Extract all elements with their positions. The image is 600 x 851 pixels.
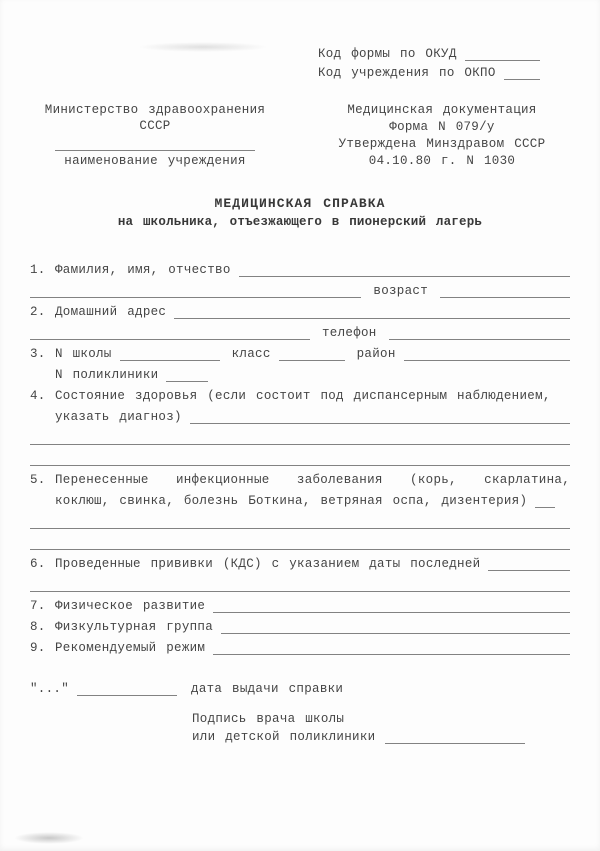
diagnosis-extra-line-1 xyxy=(30,444,570,445)
diseases-extra-line-2 xyxy=(30,549,570,550)
item-9-number: 9. xyxy=(30,641,46,655)
blank-line-row xyxy=(30,426,570,447)
item-3-row xyxy=(30,342,570,363)
item-9-row xyxy=(30,636,570,657)
item-3-cont-row xyxy=(30,363,570,384)
signature-caption-row-2 xyxy=(192,728,570,746)
doc-type-label: Медицинская документация xyxy=(347,103,537,117)
item-7-row xyxy=(30,594,570,615)
phone-line xyxy=(389,339,570,340)
item-1-cont-row xyxy=(30,279,570,300)
form-subtitle: на школьника, отъезжающего в пионерский лагерь xyxy=(117,215,483,229)
issuer-block xyxy=(30,102,280,170)
form-number: Форма N 079/у xyxy=(389,120,495,134)
item-2-row xyxy=(30,300,570,321)
item-6-number: 6. xyxy=(30,557,46,571)
diseases-extra-line-1 xyxy=(30,528,570,529)
class-label: класс xyxy=(231,347,271,361)
address-line-cont xyxy=(30,339,310,340)
form-body xyxy=(30,258,570,657)
item-9-label: Рекомендуемый режим xyxy=(55,641,206,655)
institution-code-label: Код учреждения по ОКПО xyxy=(318,66,496,80)
item-4-label-line1: Состояние здоровья (если состоит под диспансерным наблюдением, xyxy=(55,389,551,403)
signature-caption-row-1 xyxy=(192,710,570,728)
issue-date-label: дата выдачи справки xyxy=(191,682,344,696)
phone-label: телефон xyxy=(322,326,377,340)
signature-block xyxy=(192,710,570,746)
item-5-cont-row xyxy=(30,489,570,510)
clinic-number-label: N поликлиники xyxy=(55,368,159,382)
form-code-line xyxy=(465,60,540,61)
item-5-label-line2: коклюш, свинка, болезнь Боткина, ветряная оспа, дизентерия) xyxy=(55,494,528,508)
item-1-label: Фамилия, имя, отчество xyxy=(55,263,231,277)
class-line xyxy=(279,360,345,361)
district-line xyxy=(404,360,570,361)
item-4-row xyxy=(30,384,570,405)
header xyxy=(0,102,600,170)
issue-date-row xyxy=(30,677,570,698)
item-1-row xyxy=(30,258,570,279)
blank-line-row xyxy=(30,447,570,468)
vaccination-extra-line xyxy=(30,591,570,592)
item-1-number: 1. xyxy=(30,263,46,277)
item-8-number: 8. xyxy=(30,620,46,634)
item-7-number: 7. xyxy=(30,599,46,613)
item-5-row xyxy=(30,468,570,489)
blank-line-row xyxy=(30,531,570,552)
item-8-label: Физкультурная группа xyxy=(55,620,214,634)
institution-name-caption: наименование учреждения xyxy=(64,154,246,168)
form-code-row xyxy=(318,44,540,63)
item-7-label: Физическое развитие xyxy=(55,599,206,613)
issue-date-line xyxy=(77,695,177,696)
item-3-number: 3. xyxy=(30,347,46,361)
address-line xyxy=(174,318,570,319)
institution-code-row xyxy=(318,63,540,82)
clinic-number-line xyxy=(166,381,208,382)
age-label: возраст xyxy=(373,284,428,298)
pe-group-line xyxy=(221,633,570,634)
issue-date-block xyxy=(30,677,570,698)
codes-block xyxy=(318,0,540,82)
physical-development-line xyxy=(213,612,570,613)
item-2-label: Домашний адрес xyxy=(55,305,167,319)
blank-line-row xyxy=(30,510,570,531)
ministry-country: СССР xyxy=(139,119,171,133)
item-8-row xyxy=(30,615,570,636)
item-4-label-line2: указать диагноз) xyxy=(55,410,182,424)
item-6-label: Проведенные прививки (КДС) с указанием даты последней xyxy=(55,557,481,571)
doctor-signature-caption-1: Подпись врача школы xyxy=(192,712,345,726)
date-quote: "..." xyxy=(30,682,70,696)
form-title: МЕДИЦИНСКАЯ СПРАВКА xyxy=(214,196,386,211)
scan-artifact xyxy=(138,42,268,52)
item-4-cont-row xyxy=(30,405,570,426)
blank-line-row xyxy=(30,573,570,594)
approved-by: Утверждена Минздравом СССР xyxy=(338,137,546,151)
item-6-row xyxy=(30,552,570,573)
regimen-line xyxy=(213,654,570,655)
fullname-line-cont xyxy=(30,297,361,298)
item-5-label-line1: Перенесенные инфекционные заболевания (корь, скарлатина, xyxy=(55,473,570,487)
diagnosis-extra-line-2 xyxy=(30,465,570,466)
title-block xyxy=(0,194,600,232)
doctor-signature-caption-2: или детской поликлиники xyxy=(192,730,376,744)
institution-code-line xyxy=(504,79,540,80)
item-4-number: 4. xyxy=(30,389,46,403)
doc-info-block xyxy=(314,102,570,170)
form-code-label: Код формы по ОКУД xyxy=(318,47,457,61)
scan-artifact xyxy=(14,832,84,844)
age-line xyxy=(440,297,570,298)
item-5-number: 5. xyxy=(30,473,46,487)
school-number-label: N школы xyxy=(55,347,112,361)
district-label: район xyxy=(356,347,396,361)
school-number-line xyxy=(120,360,220,361)
diseases-line xyxy=(535,507,555,508)
diagnosis-line xyxy=(190,423,570,424)
institution-name-line xyxy=(55,150,255,151)
item-2-cont-row xyxy=(30,321,570,342)
fullname-line xyxy=(239,276,570,277)
vaccination-date-line xyxy=(488,570,570,571)
ministry-name: Министерство здравоохранения xyxy=(44,103,266,117)
item-2-number: 2. xyxy=(30,305,46,319)
doctor-signature-line xyxy=(385,743,525,744)
approval-date: 04.10.80 г. N 1030 xyxy=(368,154,516,168)
